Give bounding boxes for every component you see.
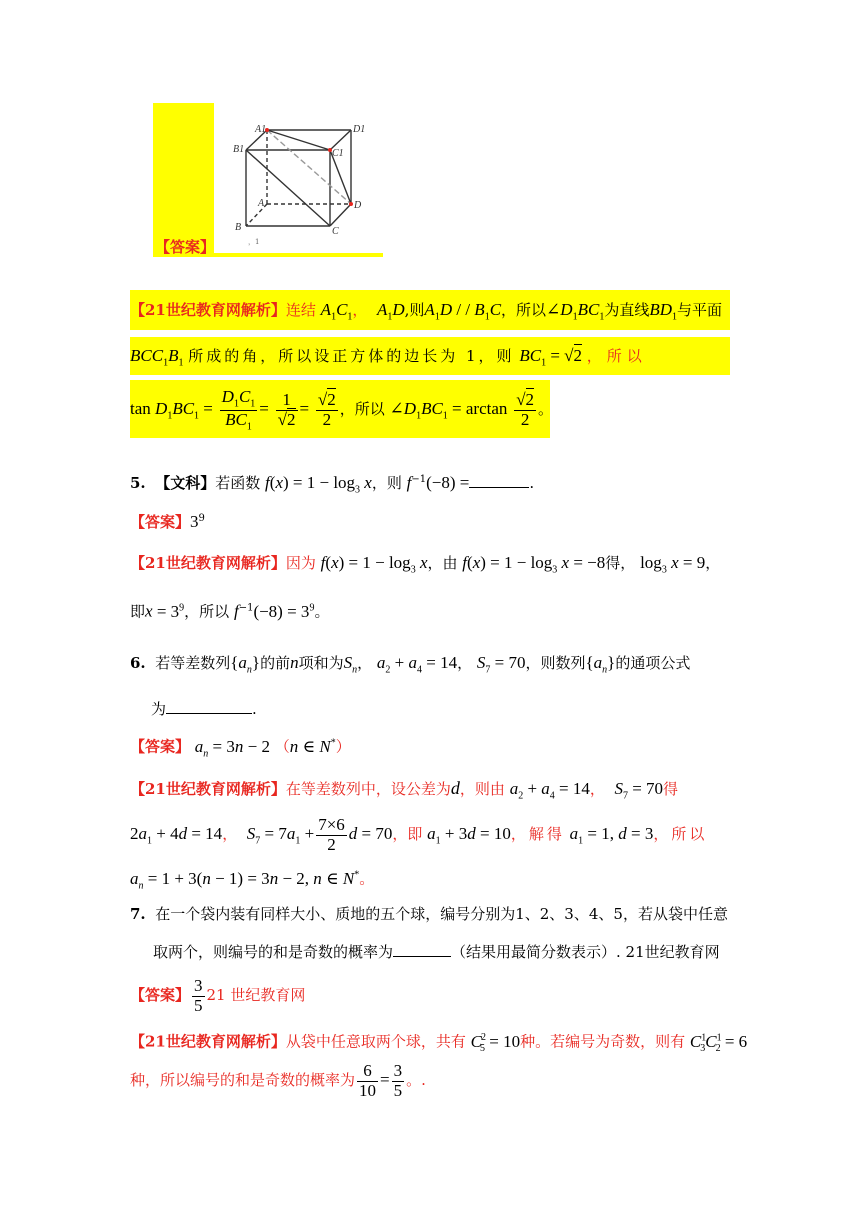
q6-analysis-line-2: $2a_1 + 4d = 14$， $S_7 = 7a_1$ + $\frac{7\times 6}{2}$ d = 70，即 $a_1 + 3d = 10$，解得 $a_1 = 1$, d = 3，所以	[130, 814, 708, 854]
q5-answer: 【答案】$3^9$	[130, 512, 205, 531]
diag-a1-c1	[267, 130, 330, 150]
q6-question-line-1: 6. 若等差数列$\{a_n\}$的前n项和为$S_n$， $a_2 + a_4 = 14$， $S_7 = 70$，则数列$\{a_n\}$的通项公式	[130, 653, 691, 676]
cube-figure	[228, 118, 378, 248]
label-d: D	[354, 200, 362, 211]
q5-analysis-line-2: 即$x = 3^9$，所以 $f^{-1}(-8) = 3^9$。	[130, 601, 330, 621]
q7-analysis-line-2: 种，所以编号的和是奇数的概率为 $\frac{6}{10}$ = $\frac{3}{5}$ 。.	[130, 1060, 426, 1100]
label-d1: D1	[353, 124, 366, 135]
analysis-label: 【21世纪教育网解析】	[130, 301, 286, 319]
edge-d-c	[330, 204, 351, 226]
label-b: B	[235, 222, 242, 233]
figure-highlight-block	[153, 103, 214, 257]
q5-analysis-line-1: 【21世纪教育网解析】因为 $f(x) = 1 - \log_3 x$，由 $f(x) = 1 - \log_3 x = -8$得， $\log_3 x = 9$，	[130, 553, 721, 576]
q4-analysis-line-2: $BCC_1B_1$ 所成的角，所以设正方体的边长为 1，则 $BC_1 = √2$ ，所以	[130, 337, 730, 375]
vertex-dot-d	[349, 202, 353, 206]
label-a: A	[258, 198, 265, 209]
q4-analysis-line-1: 【21世纪教育网解析】连结 $A_1C_1$， $A_1D$,则$A_1D$ / / $B_1C$，所以$\angle D_1BC_1$为直线$BD_1$与平面	[130, 290, 730, 330]
q7-question-line-2: 取两个，则编号的和是奇数的概率为 （结果用最简分数表示）. 21世纪教育网	[153, 943, 720, 961]
diag-b1-c	[246, 150, 330, 226]
q4-analysis-line-3: $\tan D_1BC_1$ = $\frac{D_1C_1}{BC_1}$ = $\frac{1}{√2}$ = $\frac{√2}{2}$ ，所以 $\angle D_1BC_1 = \arctan$ $\frac{√2}{2}$ 。	[130, 380, 550, 438]
q7-analysis-line-1: 【21世纪教育网解析】从袋中任意取两个球，共有 $C^2_5 = 10$种。若编号为奇数，则有 $C^1_3C^1_2 = 6$	[130, 1031, 748, 1055]
label-c1: C1	[332, 148, 344, 159]
edge-d1-c1	[330, 130, 351, 150]
label-c: C	[332, 226, 339, 237]
q6-question-line-2: 为 .	[151, 700, 257, 718]
q5-question: 5. 【文科】若函数 $f(x) = 1 - \log_3 x$，则 $f^{-1}(-8)$ = .	[130, 473, 535, 496]
q7-question-line-1: 7. 在一个袋内装有同样大小、质地的五个球，编号分别为1、2、3、4、5，若从袋中任意	[130, 905, 728, 923]
q6-analysis-line-3: $a_n = 1 + 3(n - 1) = 3n - 2$, n ∈ N*。	[130, 868, 375, 892]
figure-tiny-mark: ，1	[248, 238, 260, 246]
label-b1: B1	[233, 144, 245, 155]
label-a1: A1	[255, 124, 267, 135]
q7-answer: 【答案】 $\frac{3}{5}$ 21 世纪教育网	[130, 975, 306, 1015]
q6-answer: 【答案】 $a_n = 3n - 2$ （n ∈ N*）	[130, 736, 351, 760]
figure-answer-label: 【答案】	[155, 238, 216, 256]
q6-analysis-line-1: 【21世纪教育网解析】在等差数列中，设公差为d，则由 $a_2 + a_4 = 14$， $S_7 = 70$得	[130, 778, 679, 802]
